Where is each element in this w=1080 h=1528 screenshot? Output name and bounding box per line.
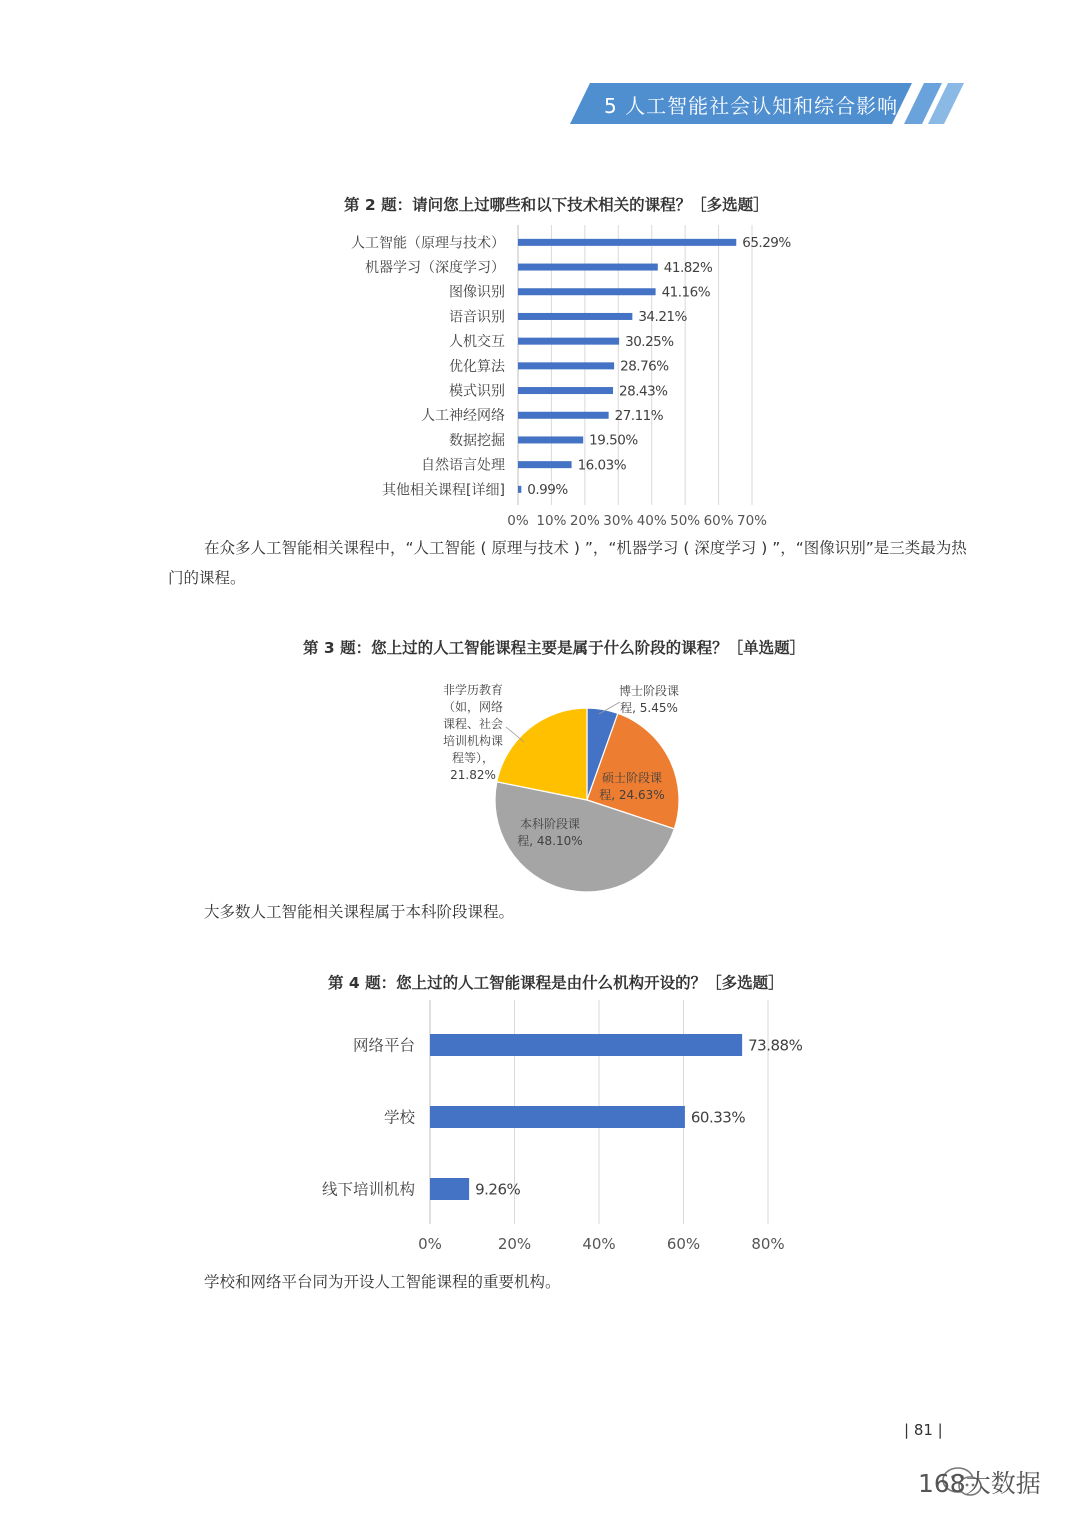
q2-bar-chart [0,225,1080,535]
pie-label: 程, 48.10% [517,834,583,848]
pie-label: 程等）， [451,751,495,765]
category-label: 数据挖掘 [449,432,505,449]
pie-label: 课程、社会 [442,717,504,731]
x-tick-label: 0% [507,513,529,529]
q3-pie-chart [0,670,1080,900]
chapter-header-band [0,80,1080,128]
category-label: 图像识别 [449,284,505,301]
q4-paragraph: 学校和网络平台同为开设人工智能课程的重要机构。 [204,1273,561,1291]
bar [518,461,572,468]
pie-label: 培训机构课 [442,734,504,748]
bar [518,387,613,394]
data-label: 73.88% [748,1036,803,1055]
x-tick-label: 50% [670,513,701,529]
x-tick-label: 40% [636,513,667,529]
category-label: 人机交互 [449,334,505,351]
chapter-title: 5 人工智能社会认知和综合影响 [604,94,899,118]
bar [430,1106,685,1128]
bar [518,412,609,419]
category-label: 人工智能（原理与技术） [351,235,505,252]
watermark-text: 168大数据 [918,1469,1041,1498]
bar [518,436,583,443]
data-label: 60.33% [690,1108,746,1127]
data-label: 34.21% [638,309,687,326]
bar [518,486,521,493]
pie-label: 非学历教育 [442,683,504,697]
pie-label: 程, 24.63% [599,788,665,802]
q2-paragraph: 在众多人工智能相关课程中，“人工智能 ( 原理与技术 ) ”，“机器学习 ( 深度学习 ) ”，“图像识别”是三类最为热门的课程。 [168,539,967,587]
data-label: 65.29% [742,235,791,252]
bar [518,313,632,320]
x-tick-label: 10% [536,513,567,529]
q4-bar-chart [0,1000,1080,1260]
category-label: 自然语言处理 [421,457,505,474]
bar [518,288,656,295]
data-label: 16.03% [577,457,627,474]
q3-paragraph: 大多数人工智能相关课程属于本科阶段课程。 [204,903,515,921]
category-label: 模式识别 [449,383,505,400]
q4-title: 第 4 题：您上过的人工智能课程是由什么机构开设的？［多选题］ [328,974,784,992]
bar [518,362,614,369]
bar [518,264,658,271]
category-label: 人工神经网络 [421,408,505,425]
x-tick-label: 60% [666,1235,701,1253]
category-label: 学校 [383,1108,415,1127]
bar [518,338,619,345]
bar [430,1034,742,1056]
data-label: 41.82% [663,259,713,276]
pie-label: （如，网络 [442,700,504,714]
q3-title: 第 3 题：您上过的人工智能课程主要是属于什么阶段的课程？［单选题］ [303,639,806,657]
category-label: 其他相关课程[详细] [382,482,505,499]
data-label: 41.16% [661,284,711,301]
category-label: 语音识别 [449,309,505,326]
data-label: 28.43% [619,383,668,400]
pie-label: 硕士阶段课 [601,771,663,785]
x-tick-label: 80% [751,1235,785,1253]
data-label: 27.11% [614,407,664,424]
category-label: 机器学习（深度学习） [365,259,505,276]
x-tick-label: 0% [418,1235,442,1253]
leader-line [506,727,524,742]
category-label: 优化算法 [449,358,505,375]
bar [430,1178,469,1200]
page-number: | 81 | [904,1421,943,1439]
data-label: 28.76% [620,358,669,375]
data-label: 30.25% [625,333,674,350]
x-tick-label: 30% [603,513,634,529]
x-tick-label: 40% [582,1235,616,1253]
category-label: 线下培训机构 [321,1180,415,1199]
category-label: 网络平台 [352,1036,415,1055]
x-tick-label: 20% [569,513,600,529]
pie-label: 21.82% [450,768,496,782]
x-tick-label: 20% [497,1235,532,1253]
x-tick-label: 70% [736,513,768,529]
pie-label: 博士阶段课 [618,684,680,698]
q2-title: 第 2 题：请问您上过哪些和以下技术相关的课程？［多选题］ [344,196,769,214]
data-label: 19.50% [589,432,638,449]
bar [518,239,736,246]
pie-label: 本科阶段课 [519,817,581,831]
pie-label: 程, 5.45% [620,701,678,715]
data-label: 0.99% [527,482,568,499]
x-tick-label: 60% [703,513,734,529]
data-label: 9.26% [475,1180,521,1199]
